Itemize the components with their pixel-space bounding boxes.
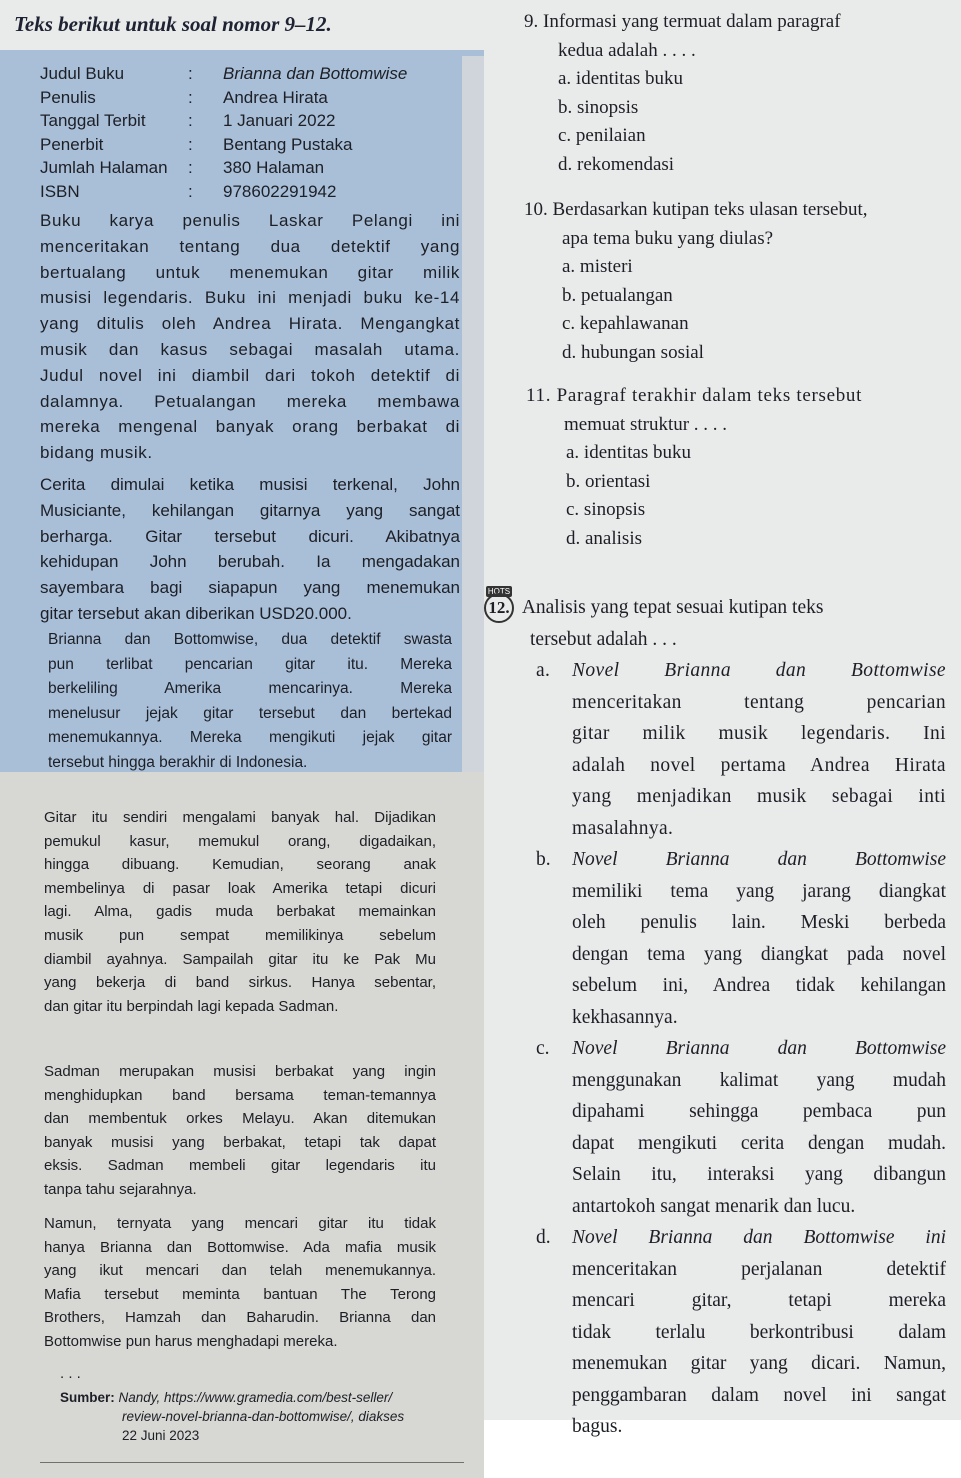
question-number: 9.	[524, 11, 539, 32]
text-line: Mafia tersebut meminta bantuan The Terong	[44, 1285, 436, 1303]
option-b[interactable]: b. orientasi	[566, 470, 651, 492]
option-line: Novel Brianna dan Bottomwise ini	[572, 1227, 946, 1248]
option-line: tidak terlalu berkontribusi dalam	[572, 1321, 946, 1343]
book-info-key: Penulis	[40, 87, 96, 107]
text-line: yang bekerja di band sirkus. Hanya sebentar,	[44, 974, 436, 992]
text-line: Gitar itu sendiri mengalami banyak hal. Dijadikan	[44, 809, 436, 826]
option-line: masalahnya.	[572, 817, 674, 839]
option-line: antartokoh sangat menarik dan lucu.	[572, 1195, 856, 1217]
text-line: gitar tersebut akan diberikan USD20.000.	[40, 603, 352, 623]
text-line: Brianna dan Bottomwise, dua detektif swasta	[48, 631, 452, 648]
text-line: tersebut hingga berakhir di Indonesia.	[48, 753, 308, 771]
text-line: pun terlibat pencarian gitar itu. Mereka	[48, 655, 452, 673]
book-info-row	[40, 62, 407, 86]
text-line: dan membentuk orkes Melayu. Akan ditemukan	[44, 1110, 436, 1128]
book-info-key: Judul Buku	[40, 64, 125, 83]
book-info-row	[40, 86, 407, 110]
stem-text: tersebut adalah . . .	[530, 628, 677, 650]
option-c[interactable]: c. sinopsis	[566, 499, 646, 520]
option-letter: d.	[536, 1227, 551, 1248]
text-line: Brothers, Hamzah dan Baharudin. Brianna dan	[44, 1309, 436, 1327]
stem-text: apa tema buku yang diulas?	[562, 227, 774, 249]
option-line: Novel Brianna dan Bottomwise	[572, 849, 946, 870]
text-line: musik pun sempat memilikinya sebelum	[44, 926, 436, 944]
text-line: lagi. Alma, gadis muda berbakat memainkan	[44, 903, 436, 921]
question-number: 10.	[524, 199, 548, 220]
stem-text: Informasi yang termuat dalam paragraf	[543, 11, 841, 32]
ellipsis: . . .	[60, 1365, 81, 1382]
text-line: yang ikut mencari dan telah menemukannya.	[44, 1262, 436, 1280]
book-info-value: 380 Halaman	[223, 158, 325, 178]
option-c[interactable]	[484, 1033, 946, 1222]
text-line: bertualang untuk menemukan gitar milik	[40, 262, 460, 282]
option-line: dengan tema yang diangkat pada novel	[572, 943, 946, 965]
text-line: Namun, ternyata yang mencari gitar itu tidak	[44, 1215, 436, 1232]
source-date: 22 Juni 2023	[122, 1428, 200, 1443]
question-stem	[524, 8, 841, 37]
option-letter: b.	[536, 849, 551, 870]
option-line: adalah novel pertama Andrea Hirata	[572, 754, 946, 776]
panel-shade	[462, 56, 484, 772]
option-d[interactable]: d. rekomendasi	[558, 153, 675, 175]
text-line: banyak musisi yang berbakat, tetapi tak dapat	[44, 1133, 436, 1151]
text-line: Sadman merupakan musisi berbakat yang ingin	[44, 1063, 436, 1080]
book-info-value: 1 Januari 2022	[223, 111, 336, 131]
book-info-row	[40, 109, 407, 133]
text-line: dan gitar itu berpindah lagi kepada Sadman.	[44, 997, 339, 1015]
section-heading: Teks berikut untuk soal nomor 9–12.	[14, 12, 332, 36]
text-line: bidang musik.	[40, 443, 153, 463]
option-line: yang menjadikan musik sebagai inti	[572, 786, 946, 807]
text-line: menemukannya. Mereka mengikuti jejak gitar	[48, 729, 452, 747]
text-line: menghidupkan band bersama teman-temannya	[44, 1086, 436, 1104]
option-line: Selain itu, interaksi yang dibangun	[572, 1164, 946, 1185]
source-url-cont: review-novel-brianna-dan-bottomwise/, diakses	[122, 1409, 405, 1424]
option-line: gitar milik musik legendaris. Ini	[572, 723, 946, 744]
option-line: sebelum ini, Andrea tidak kehilangan	[572, 975, 946, 996]
option-line: menggunakan kalimat yang mudah	[572, 1069, 946, 1091]
text-line: tanpa tahu sejarahnya.	[44, 1180, 197, 1198]
book-info-value: Bentang Pustaka	[223, 134, 353, 154]
option-b[interactable]	[484, 844, 946, 1033]
book-info-key: ISBN	[40, 181, 80, 201]
option-line: bagus.	[572, 1416, 623, 1437]
paragraph-5	[44, 1060, 436, 1202]
question-12	[484, 592, 946, 1443]
book-info-sep: :	[188, 181, 193, 201]
option-c[interactable]: c. kepahlawanan	[562, 313, 689, 334]
option-letter: c.	[536, 1038, 550, 1059]
option-d[interactable]	[484, 1222, 946, 1443]
paragraph-4	[44, 806, 436, 1018]
option-line: dapat mengikuti cerita dengan mudah.	[572, 1132, 946, 1154]
text-line: Buku karya penulis Laskar Pelangi ini	[40, 211, 460, 230]
text-line: menceritakan tentang dua detektif yang	[40, 236, 460, 256]
paragraph-6	[44, 1212, 436, 1354]
stem-text: memuat struktur . . . .	[564, 413, 728, 435]
question-10	[524, 196, 867, 367]
option-line: menceritakan tentang pencarian	[572, 691, 946, 713]
option-line: mencari gitar, tetapi mereka	[572, 1290, 946, 1311]
book-info-value: Brianna dan Bottomwise	[223, 64, 408, 83]
option-d[interactable]: d. analisis	[566, 527, 642, 549]
text-line: musisi legendaris. Buku ini menjadi buku ke-14	[40, 288, 460, 308]
paragraph-3	[48, 628, 452, 776]
option-line: menceritakan perjalanan detektif	[572, 1258, 946, 1280]
book-info-sep: :	[188, 87, 193, 107]
question-number-circle: 12.	[484, 593, 514, 623]
text-line: hingga dibuang. Kemudian, seorang anak	[44, 856, 436, 874]
text-line: yang ditulis oleh Andrea Hirata. Mengangkat	[40, 314, 460, 334]
book-info-sep: :	[188, 111, 193, 131]
text-line: pemukul kasur, memukul orang, digadaikan,	[44, 832, 436, 850]
source-citation	[60, 1388, 404, 1445]
stem-text: Berdasarkan kutipan teks ulasan tersebut,	[552, 199, 868, 220]
book-info-sep: :	[188, 158, 193, 178]
source-label: Sumber:	[60, 1390, 115, 1405]
option-a[interactable]: a. misteri	[562, 256, 633, 277]
text-line: diambil ayahnya. Sampailah gitar itu ke Pak Mu	[44, 950, 436, 968]
option-line: menemukan gitar yang dicari. Namun,	[572, 1353, 946, 1374]
book-info-key: Jumlah Halaman	[40, 158, 168, 178]
stem-text: Analisis yang tepat sesuai kutipan teks	[521, 597, 824, 618]
text-line: mereka mengenal banyak orang berbakat di	[40, 417, 460, 437]
hots-badge: HOTS	[487, 587, 511, 596]
text-line: Cerita dimulai ketika musisi terkenal, John	[40, 475, 460, 494]
option-a[interactable]	[484, 655, 946, 844]
question-stem	[524, 196, 867, 225]
book-info-sep: :	[188, 64, 193, 83]
text-line: kehidupan John berubah. Ia mengadakan	[40, 552, 460, 572]
book-info-key: Penerbit	[40, 134, 104, 154]
option-b[interactable]: b. petualangan	[562, 284, 673, 306]
source-url: Nandy, https://www.gramedia.com/best-seller/	[118, 1390, 393, 1405]
question-stem	[484, 592, 946, 624]
stem-text: kedua adalah . . . .	[558, 39, 696, 61]
paragraph-1	[40, 208, 460, 466]
text-line: menelusur jejak gitar tersebut dan bertekad	[48, 704, 452, 722]
book-info-row	[40, 133, 407, 157]
text-line: hanya Brianna dan Bottomwise. Ada mafia musik	[44, 1238, 436, 1256]
book-info-key: Tanggal Terbit	[40, 111, 146, 131]
option-letter: a.	[536, 660, 551, 681]
option-line: Novel Brianna dan Bottomwise	[572, 1038, 946, 1059]
text-line: berkeliling Amerika mencarinya. Mereka	[48, 680, 452, 698]
option-c[interactable]: c. penilaian	[558, 125, 646, 146]
text-line: berharga. Gitar tersebut dicuri. Akibatnya	[40, 526, 460, 546]
option-line: oleh penulis lain. Meski berbeda	[572, 912, 946, 933]
text-line: musik dan kasus sebagai masalah utama.	[40, 339, 460, 359]
text-line: membelinya di pasar loak Amerika tetapi dicuri	[44, 879, 436, 897]
option-line: penggambaran dalam novel ini sangat	[572, 1384, 946, 1406]
paragraph-2	[40, 472, 460, 627]
option-d[interactable]: d. hubungan sosial	[562, 341, 704, 363]
book-info-value: 978602291942	[223, 181, 337, 201]
option-b[interactable]: b. sinopsis	[558, 96, 639, 118]
option-line: memiliki tema yang jarang diangkat	[572, 880, 946, 902]
question-9	[524, 8, 841, 179]
divider	[40, 1462, 464, 1463]
option-a[interactable]: a. identitas buku	[566, 442, 692, 463]
question-stem	[526, 382, 862, 411]
option-line: dipahami sehingga pembaca pun	[572, 1101, 946, 1122]
book-info-row	[40, 180, 407, 204]
question-11	[526, 382, 862, 553]
text-line: Judul novel ini diambil dari tokoh detektif di	[40, 365, 460, 385]
question-number: 11.	[526, 385, 552, 406]
book-info-sep: :	[188, 134, 193, 154]
text-line: Musiciante, kehilangan gitarnya yang sangat	[40, 500, 460, 520]
option-line: Novel Brianna dan Bottomwise	[572, 660, 946, 681]
book-info-value: Andrea Hirata	[223, 87, 328, 107]
text-line: eksis. Sadman membeli gitar legendaris itu	[44, 1157, 436, 1175]
text-line: dalamnya. Petualangan mereka membawa	[40, 391, 460, 411]
text-line: sayembara bagi siapapun yang menemukan	[40, 578, 460, 598]
book-identity-table	[40, 62, 407, 204]
option-a[interactable]: a. identitas buku	[558, 68, 684, 89]
stem-text: Paragraf terakhir dalam teks tersebut	[556, 385, 863, 406]
text-line: Bottomwise pun harus menghadapi mereka.	[44, 1332, 338, 1350]
option-line: kekhasannya.	[572, 1006, 678, 1028]
book-info-row	[40, 156, 407, 180]
